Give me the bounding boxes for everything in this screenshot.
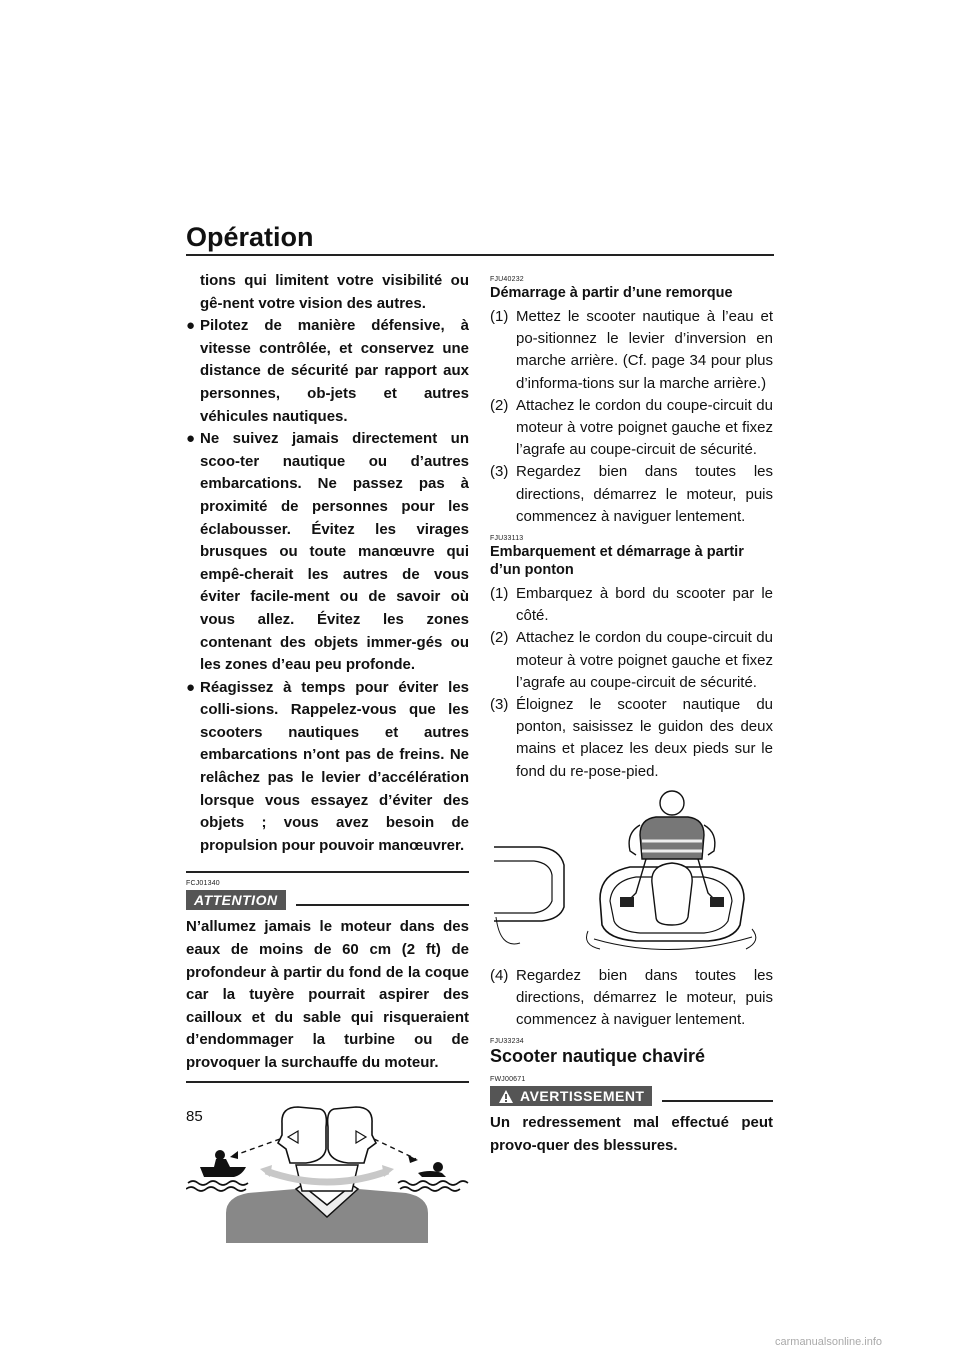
step-number: (3) bbox=[490, 463, 509, 481]
warning-text: Un redressement mal effectué peut provo-quer des blessures. bbox=[490, 1114, 773, 1155]
safety-bullet-list bbox=[186, 270, 469, 857]
warning-header bbox=[490, 1086, 773, 1106]
bullet-dot-icon: ● bbox=[186, 317, 196, 335]
list-item bbox=[490, 395, 773, 462]
list-item bbox=[186, 677, 469, 858]
divider bbox=[186, 1081, 469, 1083]
step-text: Regardez bien dans toutes les directions, démarrez le moteur, puis commencez à naviguer lentement. bbox=[516, 966, 773, 1029]
step-number: (1) bbox=[490, 308, 509, 325]
right-column bbox=[490, 275, 773, 1158]
reference-code: FWJ00671 bbox=[490, 1076, 526, 1084]
left-column bbox=[186, 270, 469, 1243]
step-text: Éloignez le scooter nautique du ponton, saisissez le guidon des deux mains et placez les deux pieds sur le fond du re-pose-pied. bbox=[516, 696, 773, 780]
bullet-dot-icon: ● bbox=[186, 430, 196, 448]
list-item bbox=[490, 627, 773, 694]
list-item bbox=[186, 315, 469, 428]
step-number: (3) bbox=[490, 696, 509, 714]
step-number: (1) bbox=[490, 585, 509, 603]
list-item bbox=[490, 965, 773, 1032]
bullet-dot-icon: ● bbox=[186, 678, 196, 696]
step-text: Mettez le scooter nautique à l’eau et po-sitionnez le levier d’inversion en marche arrière. (Cf. page 34 pour plus d’informa-tions sur la marche arrière.) bbox=[516, 308, 773, 392]
watermark: carmanualsonline.info bbox=[775, 1336, 883, 1348]
list-item bbox=[490, 306, 773, 395]
page-title: Opération bbox=[186, 222, 314, 252]
list-item bbox=[490, 583, 773, 627]
step-text: Attachez le cordon du coupe-circuit du moteur à votre poignet gauche et fixez l’agrafe au coupe-circuit de sécurité. bbox=[516, 629, 773, 691]
attention-text: N’allumez jamais le moteur dans des eaux de moins de 60 cm (2 ft) de profondeur à partir du fond de la coque car la tuyère pourrait aspirer des cailloux et du sable qui risqueraient d’endommager la turbine ou de provoquer la surchauffe du moteur. bbox=[186, 918, 469, 1071]
visibility-illustration bbox=[186, 1093, 469, 1243]
attention-notice bbox=[186, 871, 469, 1082]
bullet-text: Ne suivez jamais directement un scoo-ter nautique ou d’autres embarcations. Ne passez pas à proximité de personnes pour les éclabousser. Évitez les virages brusques ou toute manœuvre qui empê-cherait les autres de vous éviter facile-ment ou de savoir où vous allez. Évitez les zones contenant des objets immer-gés ou les zones d’eau peu profonde. bbox=[200, 430, 469, 674]
step-text: Embarquez à bord du scooter par le côté. bbox=[516, 585, 773, 625]
boarding-illustration bbox=[490, 789, 773, 955]
notice-header bbox=[186, 890, 469, 910]
list-item bbox=[490, 694, 773, 783]
warning-label-box bbox=[490, 1086, 652, 1106]
list-item bbox=[490, 461, 773, 528]
bullet-text: tions qui limitent votre visibilité ou gê-nent votre vision des autres. bbox=[200, 272, 469, 312]
section-heading: Embarquement et démarrage à partir d’un ponton bbox=[490, 544, 744, 579]
divider bbox=[662, 1100, 773, 1102]
list-item bbox=[186, 428, 469, 677]
reference-code: FCJ01340 bbox=[186, 880, 220, 888]
reference-code: FJU40232 bbox=[490, 276, 524, 283]
steps-list bbox=[490, 583, 773, 783]
section-heading: Scooter nautique chaviré bbox=[490, 1046, 706, 1067]
steps-list bbox=[490, 306, 773, 528]
steps-list bbox=[490, 965, 773, 1032]
warning-triangle-icon bbox=[498, 1089, 514, 1104]
warning-label: AVERTISSEMENT bbox=[520, 1088, 645, 1105]
page-number: 85 bbox=[186, 1108, 203, 1125]
title-rule bbox=[186, 254, 774, 256]
step-number: (4) bbox=[490, 966, 509, 984]
reference-code: FJU33234 bbox=[490, 1038, 524, 1046]
step-number: (2) bbox=[490, 629, 509, 647]
list-item bbox=[186, 270, 469, 315]
attention-label: ATTENTION bbox=[186, 890, 286, 910]
divider bbox=[296, 904, 469, 906]
step-text: Regardez bien dans toutes les directions, démarrez le moteur, puis commencez à naviguer lentement. bbox=[516, 463, 773, 525]
step-number: (2) bbox=[490, 396, 509, 414]
bullet-text: Pilotez de manière défensive, à vitesse contrôlée, et conservez une distance de sécurité par rapport aux personnes, ob-jets et autres véhicules nautiques. bbox=[200, 317, 469, 425]
reference-code: FJU33113 bbox=[490, 535, 524, 543]
bullet-text: Réagissez à temps pour éviter les colli-sions. Rappelez-vous que les scooters nautiques et autres embarcations n’ont pas de freins. Ne relâchez pas le levier d’accélération lorsque vous essayez d’éviter des objets ; vous avez besoin de propulsion pour pouvoir manœuvrer. bbox=[200, 678, 469, 854]
section-heading: Démarrage à partir d’une remorque bbox=[490, 285, 733, 301]
step-text: Attachez le cordon du coupe-circuit du moteur à votre poignet gauche et fixez l’agrafe au coupe-circuit de sécurité. bbox=[516, 396, 773, 459]
